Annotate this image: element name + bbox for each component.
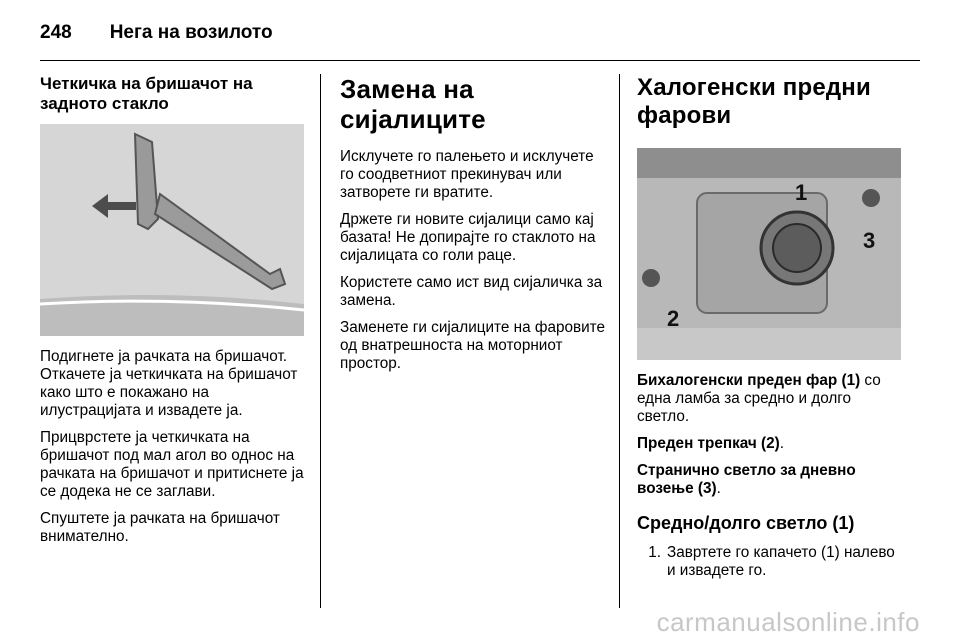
section-title: Нега на возилото [109,22,273,43]
legend-item-3 [637,462,902,498]
legend-item-2-title: Преден трепкач (2) [637,435,780,452]
page-header [40,22,273,44]
step-text: Завртете го капачето (1) налево и извадете го. [667,544,895,579]
column-bulbs [340,74,605,382]
page-number: 248 [40,22,72,43]
watermark: carmanualsonline.info [656,607,920,637]
bulbs-paragraph: Исклучете го палењето и исклучете го соодветниот прекинувач или затворете ги вратите. [340,148,594,201]
legend-item-3-title: Странично светло за дневно возење (3) [637,462,856,497]
figure-label-2: 2 [667,306,680,331]
legend-item-1-title: Бихалогенски преден фар (1) [637,372,861,389]
list-item [637,544,902,580]
wiper-paragraph: Прицврстете ја четкичката на бришачот под мал агол во однос на рачката на бришачот и притиснете ја се додека не се заглави. [40,429,304,500]
legend-item-1-text: со една ламба за средно и долго светло. [637,372,881,425]
figure-label-3: 3 [863,228,876,253]
figure-label-1: 1 [795,180,808,205]
bulbs-paragraph: Користете само ист вид сијаличка за замена. [340,274,603,309]
legend-item-2 [637,435,902,453]
legend-item-2-text: . [779,435,784,452]
column-divider [320,74,321,608]
bulbs-heading: Замена на сијалиците [340,74,486,134]
bulbs-paragraph: Држете ги новите сијалици само кај базата! Не допирајте го стаклото на сијалицата со голи раце. [340,211,596,264]
step-number: 1. [648,544,661,561]
legend-item-3-text: . [716,480,721,497]
headlight-illustration [637,148,901,360]
wiper-illustration [40,124,304,336]
header-rule [40,60,920,61]
legend-item-1 [637,372,902,426]
wiper-heading: Четкичка на бришачот на задното стакло [40,74,253,113]
column-divider [619,74,620,608]
wiper-paragraph: Подигнете ја рачката на бришачот. Откачете ја четкичката на бришачот како што е покажано на илустрацијата и извадете ја. [40,348,298,419]
column-wiper [40,74,305,555]
bulbs-paragraph: Заменете ги сијалиците на фаровите од внатрешноста на моторниот простор. [340,319,605,372]
wiper-paragraph: Спуштете ја рачката на бришачот внимателно. [40,510,280,545]
steps-list [637,544,902,580]
column-headlights [637,74,902,580]
headlights-heading: Халогенски предни фарови [637,74,871,129]
low-high-beam-heading: Средно/долго светло (1) [637,513,855,533]
